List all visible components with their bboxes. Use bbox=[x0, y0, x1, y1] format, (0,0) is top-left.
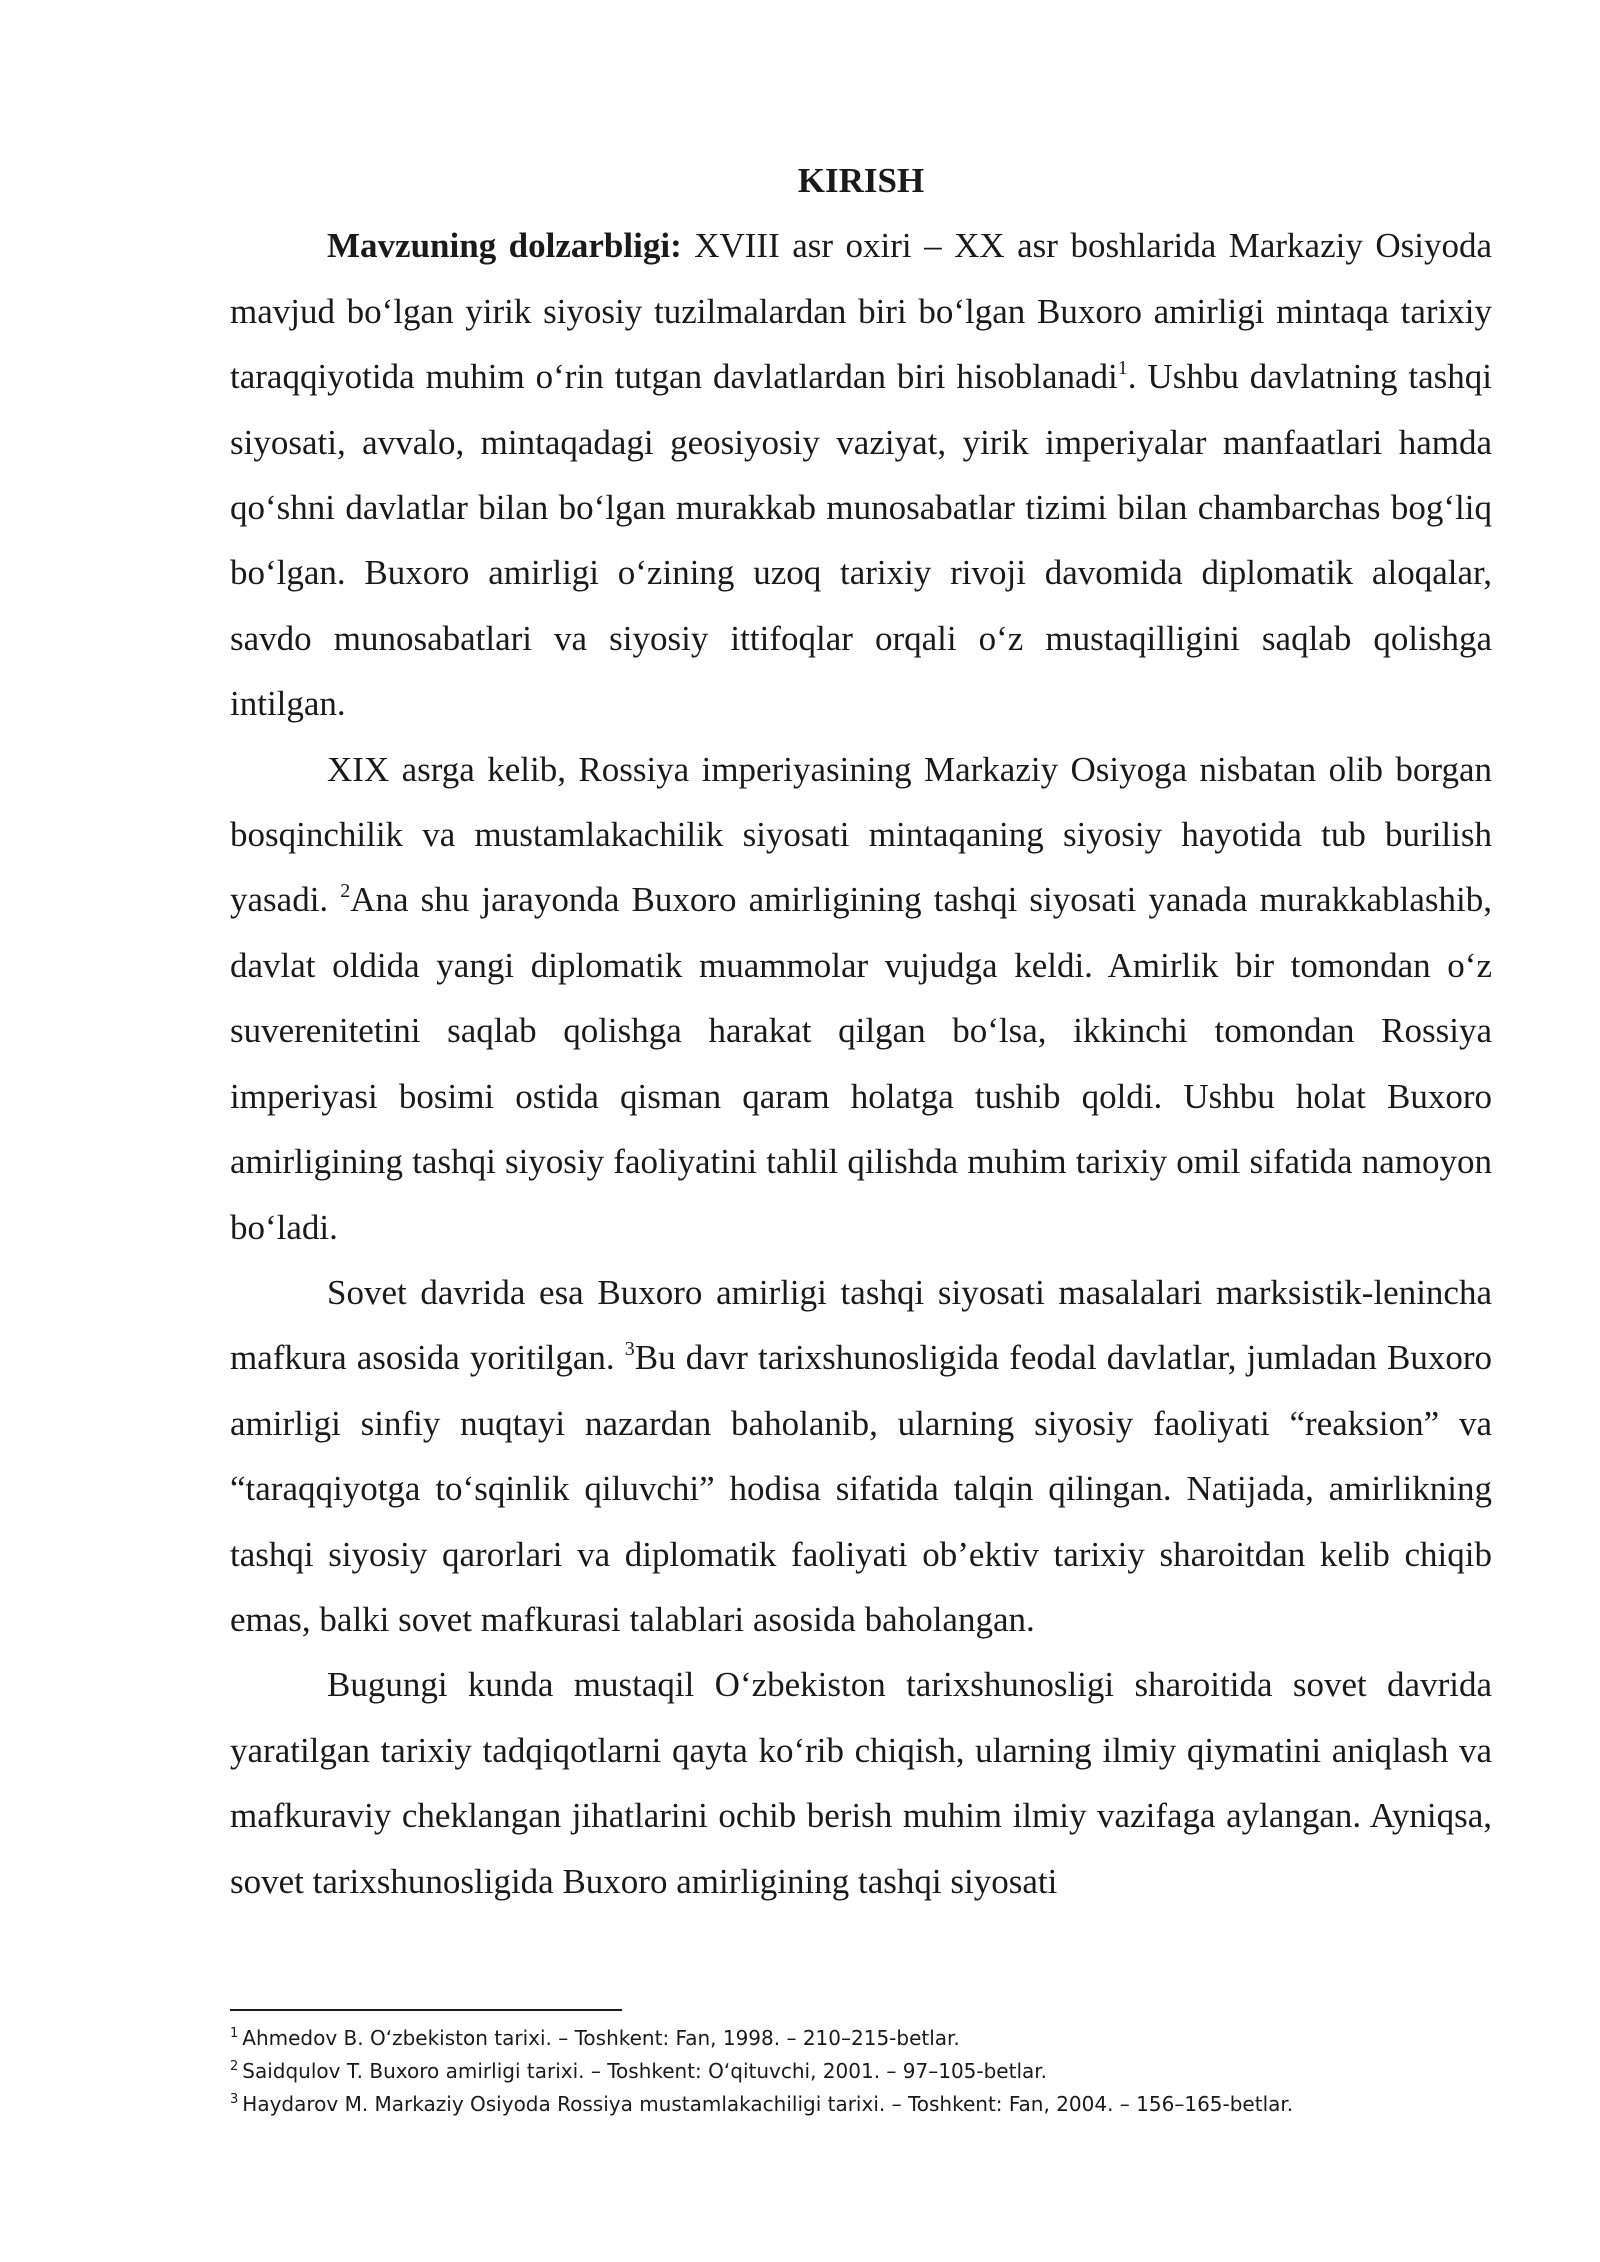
paragraph-text: Sovet davrida esa Buxoro amirligi tashqi siyosati masalalari marksistik-lenincha mafkura asosida yoritilgan. bbox=[230, 1272, 1492, 1378]
paragraph-russian-empire bbox=[230, 737, 1492, 1260]
footnote-number: 2 bbox=[230, 2059, 239, 2074]
footnote-number: 1 bbox=[230, 2026, 239, 2041]
paragraph-text: XIX asrga kelib, Rossiya imperiyasining Markaziy Osiyoga nisbatan olib borgan bosqinchilik va mustamlakachilik siyosati mintaqaning siyosiy hayotida tub burilish yasadi. bbox=[230, 749, 1492, 920]
paragraph-lead: Mavzuning dolzarbligi: bbox=[327, 226, 682, 266]
section-heading: KIRISH bbox=[797, 161, 925, 200]
paragraph-text: Bugungi kunda mustaqil Oʻzbekiston tarixshunosligi sharoitida sovet davrida yaratilgan tarixiy tadqiqotlarni qayta koʻrib chiqish, ularning ilmiy qiymatini aniqlash va mafkuraviy cheklangan jihatlarini ochib berish muhim ilmiy vazifaga aylangan. Ayniqsa, sovet tarixshunosligida Buxoro amirligining tashqi siyosati bbox=[230, 1665, 1492, 1901]
footnote-divider bbox=[230, 2009, 622, 2011]
paragraph-text: XVIII asr oxiri – XX asr boshlarida Markaziy Osiyoda mavjud boʻlgan yirik siyosiy tuzilmalardan biri boʻlgan Buxoro amirligi mintaqa tarixiy taraqqiyotida muhim oʻrin tutgan davlatlardan biri hisoblanadi bbox=[230, 226, 1492, 397]
document-body bbox=[230, 148, 1492, 1914]
footnote-item bbox=[230, 2022, 1492, 2055]
footnote-ref[interactable]: 1 bbox=[1117, 357, 1128, 380]
paragraph-soviet-period bbox=[230, 1260, 1492, 1652]
footnote-item bbox=[230, 2055, 1492, 2088]
paragraph-text: . Ushbu davlatning tashqi siyosati, avvalo, mintaqadagi geosiyosiy vaziyat, yirik imperiyalar manfaatlari hamda qoʻshni davlatlar bilan boʻlgan murakkab munosabatlar tizimi bilan chambarchas bogʻliq boʻlgan. Buxoro amirligi oʻzining uzoq tarixiy rivoji davomida diplomatik aloqalar, savdo munosabatlari va siyosiy ittifoqlar orqali oʻz mustaqilligini saqlab qolishga intilgan. bbox=[230, 357, 1492, 724]
footnote-ref[interactable]: 3 bbox=[624, 1338, 635, 1361]
footnotes bbox=[230, 2022, 1492, 2121]
footnote-ref[interactable]: 2 bbox=[340, 880, 351, 903]
footnote-text: Ahmedov B. Oʻzbekiston tarixi. – Toshkent: Fan, 1998. – 210–215-betlar. bbox=[242, 2026, 960, 2050]
paragraph-today bbox=[230, 1652, 1492, 1914]
paragraph-text: Bu davr tarixshunosligida feodal davlatlar, jumladan Buxoro amirligi sinfiy nuqtayi nazardan baholanib, ularning siyosiy faoliyati “reaksion” va “taraqqiyotga toʻsqinlik qiluvchi” hodisa sifatida talqin qilingan. Natijada, amirlikning tashqi siyosiy qarorlari va diplomatik faoliyati ob’ektiv tarixiy sharoitdan kelib chiqib emas, balki sovet mafkurasi talablari asosida baholangan. bbox=[230, 1338, 1493, 1639]
footnote-text: Haydarov M. Markaziy Osiyoda Rossiya mustamlakachiligi tarixi. – Toshkent: Fan, 2004. – 156–165-betlar. bbox=[242, 2092, 1294, 2116]
footnote-item bbox=[230, 2088, 1492, 2121]
footnote-text: Saidqulov T. Buxoro amirligi tarixi. – Toshkent: Oʻqituvchi, 2001. – 97–105-betlar. bbox=[242, 2059, 1048, 2083]
paragraph-text: Ana shu jarayonda Buxoro amirligining tashqi siyosati yanada murakkablashib, davlat oldida yangi diplomatik muammolar vujudga keldi. Amirlik bir tomondan oʻz suverenitetini saqlab qolishga harakat qilgan boʻlsa, ikkinchi tomondan Rossiya imperiyasi bosimi ostida qisman qaram holatga tushib qoldi. Ushbu holat Buxoro amirligining tashqi siyosiy faoliyatini tahlil qilishda muhim tarixiy omil sifatida namoyon boʻladi. bbox=[230, 880, 1492, 1247]
paragraph-relevance bbox=[230, 213, 1492, 736]
footnote-number: 3 bbox=[230, 2092, 239, 2107]
